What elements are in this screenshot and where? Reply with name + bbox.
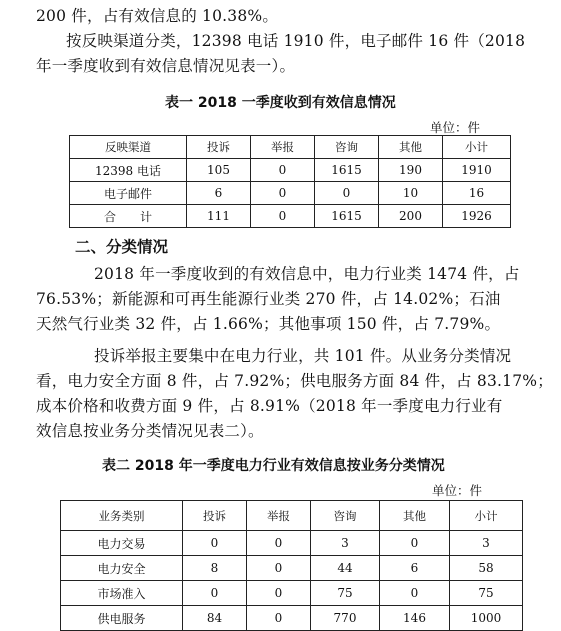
table-cell: 75 xyxy=(450,581,523,606)
table-cell: 58 xyxy=(450,556,523,581)
intro-line: 年一季度收到有效信息情况见表一）。 xyxy=(36,57,296,75)
table-cell: 0 xyxy=(251,159,315,182)
table-cell: 111 xyxy=(187,205,251,228)
table-cell: 44 xyxy=(311,556,380,581)
table2-header: 举报 xyxy=(247,501,311,531)
table-cell: 1615 xyxy=(315,205,379,228)
table-cell: 市场准入 xyxy=(61,581,183,606)
table-cell: 8 xyxy=(183,556,247,581)
table2-header: 投诉 xyxy=(183,501,247,531)
table-row xyxy=(70,159,511,182)
paragraph-line: 天然气行业类 32 件，占 1.66%；其他事项 150 件，占 7.79%。 xyxy=(36,315,501,333)
table-row xyxy=(61,581,523,606)
table-cell: 3 xyxy=(311,531,380,556)
intro-paragraph xyxy=(38,4,528,79)
table1-header-row xyxy=(70,136,511,159)
table-cell: 0 xyxy=(251,205,315,228)
table2-header: 其他 xyxy=(380,501,450,531)
paragraph-line: 76.53%；新能源和可再生能源行业类 270 件，占 14.02%；石油 xyxy=(36,290,501,308)
table-cell: 6 xyxy=(380,556,450,581)
table-cell: 0 xyxy=(380,531,450,556)
paragraph-line: 成本价格和收费方面 9 件，占 8.91%（2018 年一季度电力行业有 xyxy=(36,397,503,415)
table2-header-row xyxy=(61,501,523,531)
table-cell: 电力交易 xyxy=(61,531,183,556)
table1-header: 咨询 xyxy=(315,136,379,159)
paragraph-line: 2018 年一季度收到的有效信息中，电力行业类 1474 件，占 xyxy=(94,265,520,283)
table1 xyxy=(69,135,511,228)
table-row xyxy=(61,606,523,631)
table2 xyxy=(60,500,523,631)
table-cell: 12398 电话 xyxy=(70,159,187,182)
table2-caption: 表二 2018 年一季度电力行业有效信息按业务分类情况 xyxy=(102,458,445,474)
table-cell: 0 xyxy=(183,531,247,556)
intro-line: 按反映渠道分类，12398 电话 1910 件，电子邮件 16 件（2018 xyxy=(66,32,526,50)
table-row xyxy=(70,205,511,228)
paragraph-line: 看，电力安全方面 8 件，占 7.92%；供电服务方面 84 件，占 83.17%； xyxy=(36,372,553,390)
table1-header: 其他 xyxy=(379,136,443,159)
table-cell: 0 xyxy=(247,606,311,631)
table2-header: 业务类别 xyxy=(61,501,183,531)
table-cell: 电力安全 xyxy=(61,556,183,581)
table-row xyxy=(70,182,511,205)
table-cell: 770 xyxy=(311,606,380,631)
table-cell: 105 xyxy=(187,159,251,182)
table-cell: 0 xyxy=(247,531,311,556)
table-cell: 0 xyxy=(183,581,247,606)
table-cell: 0 xyxy=(251,182,315,205)
table-cell: 146 xyxy=(380,606,450,631)
table-cell: 75 xyxy=(311,581,380,606)
section-heading: 二、分类情况 xyxy=(75,238,169,256)
table-cell: 0 xyxy=(315,182,379,205)
table-cell: 16 xyxy=(443,182,511,205)
table1-header: 投诉 xyxy=(187,136,251,159)
table2-header: 咨询 xyxy=(311,501,380,531)
table-cell: 1615 xyxy=(315,159,379,182)
table-cell: 0 xyxy=(247,581,311,606)
table1-header: 举报 xyxy=(251,136,315,159)
table-cell: 200 xyxy=(379,205,443,228)
table-cell: 1910 xyxy=(443,159,511,182)
section2-paragraph-2 xyxy=(36,344,553,444)
table-cell: 合 计 xyxy=(70,205,187,228)
table-cell: 10 xyxy=(379,182,443,205)
table-cell: 供电服务 xyxy=(61,606,183,631)
table1-header: 小计 xyxy=(443,136,511,159)
table2-unit: 单位：件 xyxy=(432,483,483,498)
table-cell: 电子邮件 xyxy=(70,182,187,205)
table-cell: 190 xyxy=(379,159,443,182)
table-cell: 1000 xyxy=(450,606,523,631)
table-cell: 3 xyxy=(450,531,523,556)
table-cell: 0 xyxy=(380,581,450,606)
intro-line: 200 件，占有效信息的 10.38%。 xyxy=(36,7,279,25)
table-cell: 0 xyxy=(247,556,311,581)
table1-caption: 表一 2018 一季度收到有效信息情况 xyxy=(165,95,396,111)
table-row xyxy=(61,531,523,556)
table1-unit: 单位：件 xyxy=(430,120,481,135)
paragraph-line: 投诉举报主要集中在电力行业，共 101 件。从业务分类情况 xyxy=(94,347,512,365)
paragraph-line: 效信息按业务分类情况见表二）。 xyxy=(36,422,264,440)
table-cell: 84 xyxy=(183,606,247,631)
table-cell: 1926 xyxy=(443,205,511,228)
table-cell: 6 xyxy=(187,182,251,205)
table1-header: 反映渠道 xyxy=(70,136,187,159)
section2-paragraph-1 xyxy=(38,262,528,337)
table-row xyxy=(61,556,523,581)
table2-header: 小计 xyxy=(450,501,523,531)
